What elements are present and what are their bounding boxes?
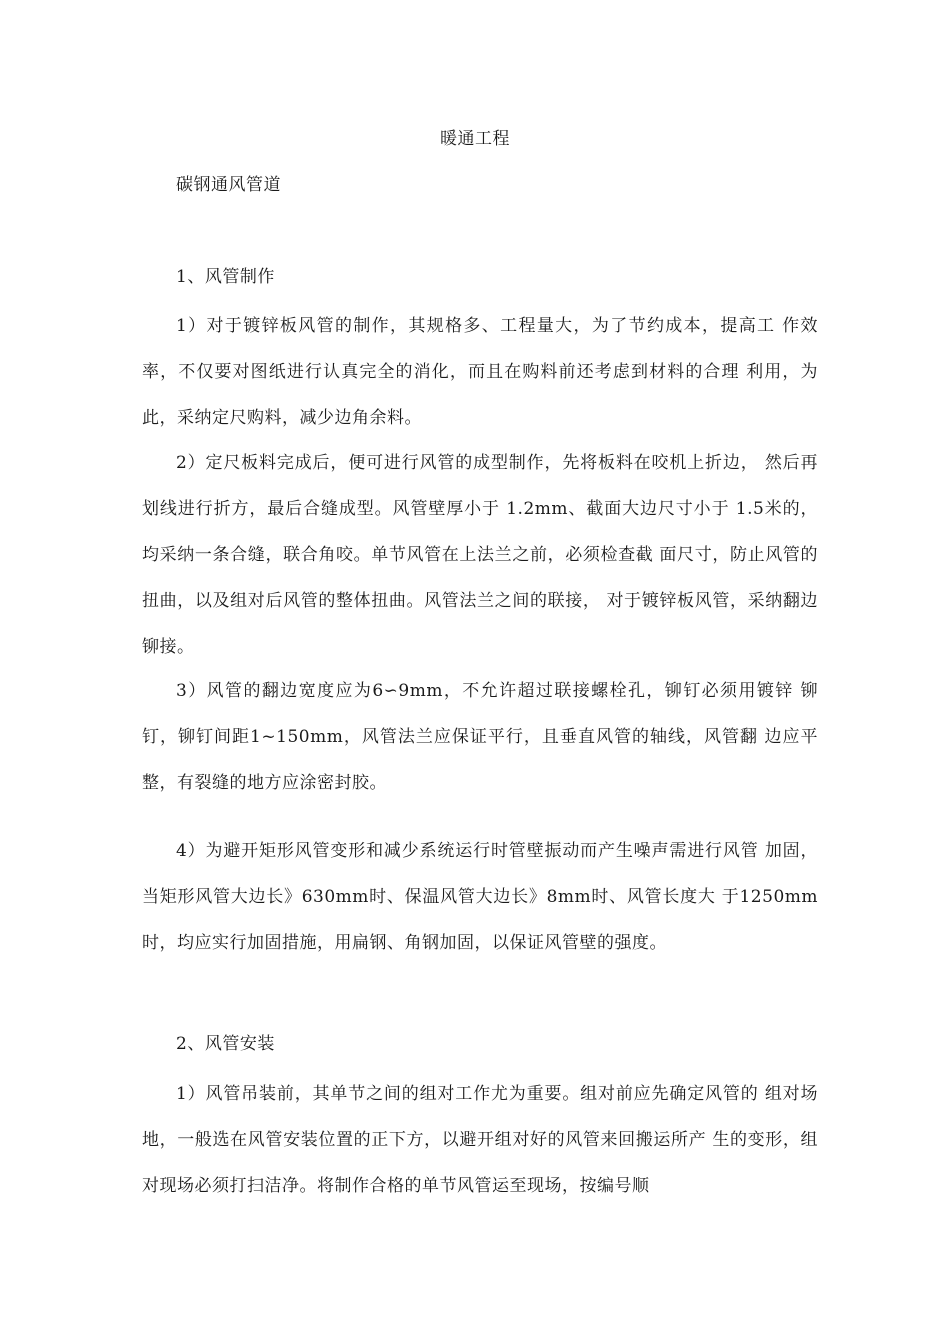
document-subtitle: 碳钢通风管道 xyxy=(176,175,281,195)
paragraph: 3）风管的翻边宽度应为6∽9mm，不允许超过联接螺栓孔，铆钉必须用镀锌 铆钉，铆钉间距1~150mm，风管法兰应保证平行，且垂直风管的轴线，风管翻 边应平整，有裂缝的地方应涂密封胶。 xyxy=(142,681,818,793)
document-title: 暖通工程 xyxy=(440,129,510,149)
paragraph: 4）为避开矩形风管变形和减少系统运行时管壁振动而产生噪声需进行风管 加固，当矩形风管大边长》630mm时、保温风管大边长》8mm时、风管长度大 于1250mm时，均应实行加固措施，用扁钢、角钢加固，以保证风管壁的强度。 xyxy=(142,841,818,953)
paragraph: 1）对于镀锌板风管的制作，其规格多、工程量大，为了节约成本，提高工 作效率，不仅要对图纸进行认真完全的消化，而且在购料前还考虑到材料的合理 利用，为此，采纳定尺购料，减少边角余料。 xyxy=(142,316,818,428)
section-heading-fabrication: 1、风管制作 xyxy=(176,267,275,287)
section-heading-installation: 2、风管安装 xyxy=(176,1034,275,1054)
paragraph: 1）风管吊装前，其单节之间的组对工作尤为重要。组对前应先确定风管的 组对场地，一般选在风管安装位置的正下方，以避开组对好的风管来回搬运所产 生的变形，组对现场必须打扫洁净。将制作合格的单节风管运至现场，按编号顺 xyxy=(142,1084,818,1196)
paragraph: 2）定尺板料完成后，便可进行风管的成型制作，先将板料在咬机上折边， 然后再划线进行折方，最后合缝成型。风管壁厚小于 1.2mm、截面大边尺寸小于 1.5米的，均采纳一条合缝，联合角咬。单节风管在上法兰之前，必须检查截 面尺寸，防止风管的扭曲，以及组对后风管的整体扭曲。风管法兰之间的联接， 对于镀锌板风管，采纳翻边铆接。 xyxy=(142,453,818,657)
